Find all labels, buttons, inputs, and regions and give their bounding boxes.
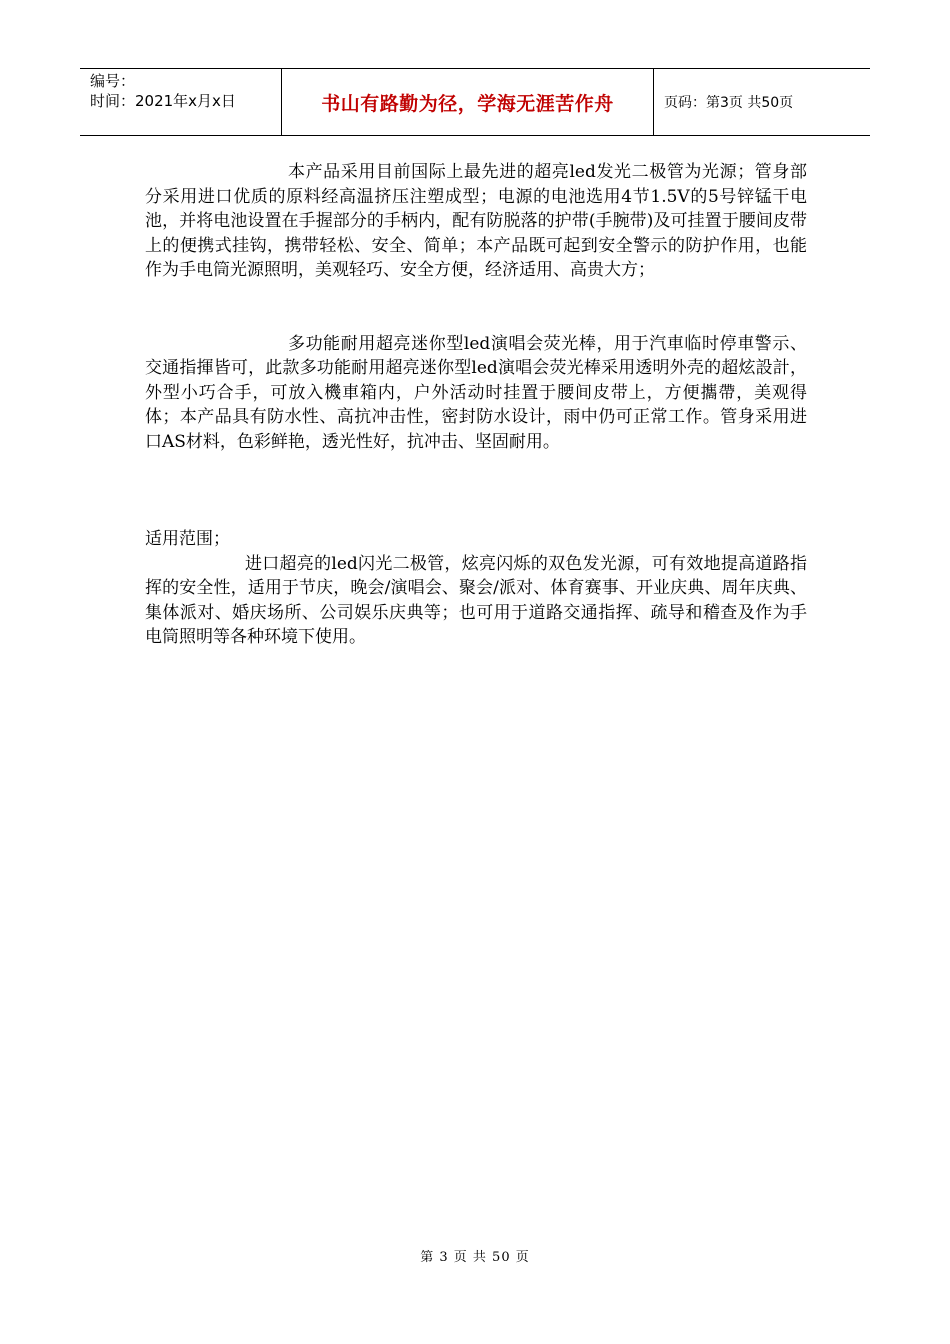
document-header bbox=[80, 68, 870, 136]
header-page-info: 页码：第3页 共50页 bbox=[664, 95, 794, 111]
spacer bbox=[145, 283, 807, 332]
header-meta-cell bbox=[80, 69, 281, 135]
page-footer: 第 3 页 共 50 页 bbox=[420, 1250, 530, 1265]
paragraph-product-features: 多功能耐用超亮迷你型led演唱会荧光棒，用于汽車临时停車警示、交通指揮皆可，此款多功能耐用超亮迷你型led演唱会荧光棒采用透明外壳的超炫設計，外型小巧合手，可放入機車箱内，户外活动时挂置于腰间皮带上，方便攜帶，美观得体；本产品具有防水性、高抗冲击性，密封防水设计，雨中仍可正常工作。管身采用进口AS材料，色彩鲜艳，透光性好，抗冲击、坚固耐用。 bbox=[145, 333, 807, 452]
document-date: 时间：2021年x月x日 bbox=[90, 92, 236, 110]
document-number-label: 编号： bbox=[90, 72, 136, 90]
header-motto: 书山有路勤为径，学海无涯苦作舟 bbox=[281, 69, 654, 135]
paragraph-scope: 进口超亮的led闪光二极管，炫亮闪烁的双色发光源，可有效地提高道路指挥的安全性，适用于节庆，晚会/演唱会、聚会/派对、体育赛事、开业庆典、周年庆典、集体派对、婚庆场所、公司娱乐庆典等；也可用于道路交通指挥、疏导和稽查及作为手电筒照明等各种环境下使用。 bbox=[145, 553, 807, 647]
spacer bbox=[145, 454, 807, 527]
paragraph-product-intro: 本产品采用目前国际上最先进的超亮led发光二极管为光源；管身部分采用进口优质的原料经高温挤压注塑成型；电源的电池选用4节1.5V的5号锌锰干电池，并将电池设置在手握部分的手柄内，配有防脱落的护带(手腕带)及可挂置于腰间皮带上的便携式挂钩，携带轻松、安全、简单；本产品既可起到安全警示的防护作用，也能作为手电筒光源照明，美观轻巧、安全方便，经济适用、高贵大方； bbox=[145, 162, 807, 280]
scope-heading: 适用范围； bbox=[145, 529, 230, 549]
document-body bbox=[145, 160, 807, 650]
